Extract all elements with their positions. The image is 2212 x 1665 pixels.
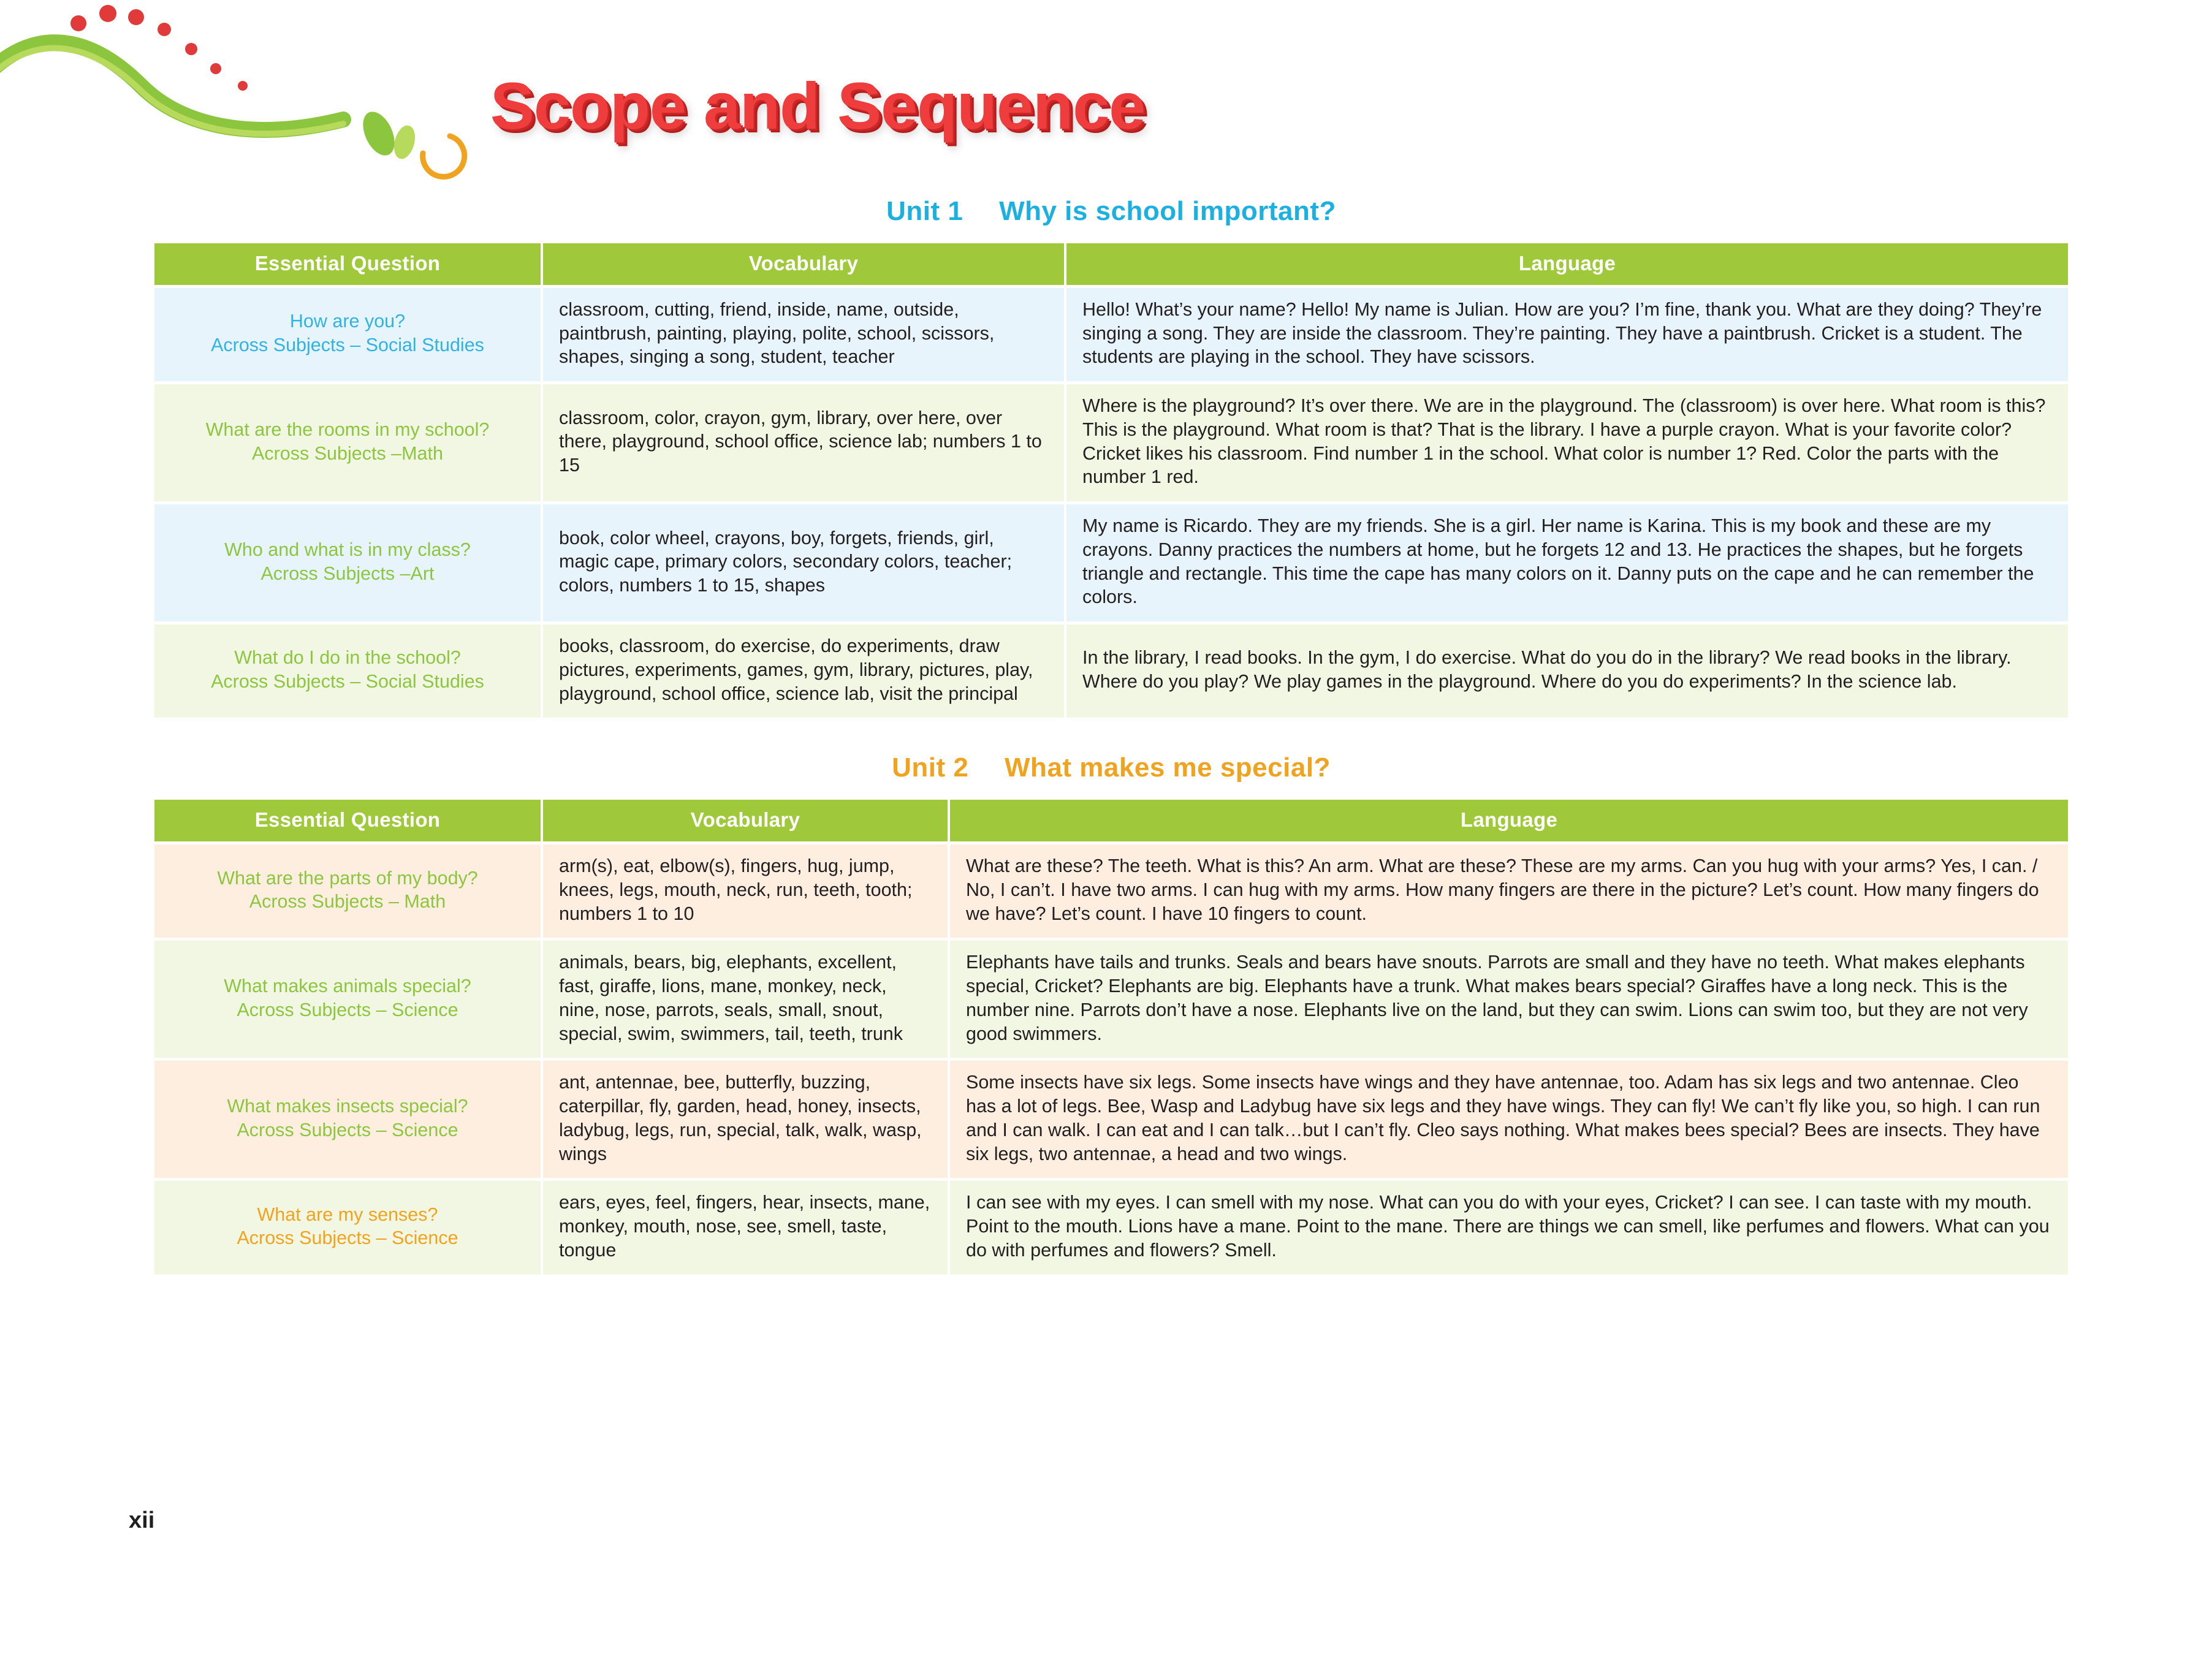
section-spacer (152, 721, 2070, 753)
table-row (154, 384, 2068, 501)
table-row (154, 504, 2068, 621)
language-cell: What are these? The teeth. What is this? An arm. What are these? These are my arms. Can you hug with your arms? Yes, I can. / No, I can’t. I have two arms. I can hug with my arms. How many fingers are there in the picture? Let’s count. How many fingers do we have? Let’s count. I have 10 fingers to count. (950, 844, 2068, 938)
column-header-language: Language (1066, 243, 2068, 285)
language-cell: I can see with my eyes. I can smell with my nose. What can you do with your eyes, Cricket? I can see. I can taste with my mouth. Point to the mouth. Lions have a mane. Point to the mane. There are things we can smell, like perfumes and flowers. What can you do with perfumes and flowers? Smell. (950, 1181, 2068, 1274)
column-header-essential-question: Essential Question (154, 800, 541, 841)
essential-question-cell: What do I do in the school? Across Subjects – Social Studies (154, 624, 541, 718)
table-row (154, 941, 2068, 1058)
page-number: xii (129, 1508, 155, 1533)
table-row (154, 1061, 2068, 1178)
vocabulary-cell: ears, eyes, feel, fingers, hear, insects, mane, monkey, mouth, nose, see, smell, taste, tongue (543, 1181, 948, 1274)
vocabulary-cell: ant, antennae, bee, butterfly, buzzing, caterpillar, fly, garden, head, honey, insects, ladybug, legs, run, special, talk, walk, wasp, wings (543, 1061, 948, 1178)
language-cell: Some insects have six legs. Some insects have wings and they have antennae, too. Adam has six legs and two antennae. Cleo has a lot of legs. Bee, Wasp and Ladybug have six legs and they have wings. They can fly! We can’t fly like you, so high. I can run and I can walk. I can eat and I can talk…but I can’t fly. Cleo says nothing. What makes bees special? Bees are insects. They have six legs, two antennae, a head and two wings. (950, 1061, 2068, 1178)
scope-and-sequence-content (152, 196, 2070, 1278)
table-header-row (154, 243, 2068, 285)
unit-1-number: Unit 1 (886, 196, 963, 226)
column-header-language: Language (950, 800, 2068, 841)
vocabulary-cell: books, classroom, do exercise, do experiments, draw pictures, experiments, games, gym, library, pictures, play, playground, school office, science lab, visit the principal (543, 624, 1064, 718)
table-row (154, 288, 2068, 381)
vine-decoration (0, 0, 503, 202)
unit-1-title: Why is school important? (999, 196, 1336, 226)
essential-question-cell: What makes animals special? Across Subjects – Science (154, 941, 541, 1058)
vocabulary-cell: arm(s), eat, elbow(s), fingers, hug, jump, knees, legs, mouth, neck, run, teeth, tooth; numbers 1 to 10 (543, 844, 948, 938)
vocabulary-cell: book, color wheel, crayons, boy, forgets, friends, girl, magic cape, primary colors, secondary colors, teacher; colors, numbers 1 to 15, shapes (543, 504, 1064, 621)
essential-question-cell: What are my senses? Across Subjects – Science (154, 1181, 541, 1274)
unit-1-heading (152, 196, 2070, 227)
column-header-essential-question: Essential Question (154, 243, 541, 285)
language-cell: My name is Ricardo. They are my friends. She is a girl. Her name is Karina. This is my book and these are my crayons. Danny practices the numbers at home, but he forgets 12 and 13. He practices the shapes, but he forgets triangle and rectangle. This time the cape has many colors on it. Danny puts on the cape and he can remember the colors. (1066, 504, 2068, 621)
unit-1-table (152, 240, 2070, 721)
column-header-vocabulary: Vocabulary (543, 800, 948, 841)
language-cell: Where is the playground? It’s over there. We are in the playground. The (classroom) is over here. What room is this? This is the playground. What room is that? That is the library. I have a purple crayon. What is your favorite color? Cricket likes his classroom. Find number 1 in the school. What color is number 1? Red. Color the parts with the number 1 red. (1066, 384, 2068, 501)
table-row (154, 1181, 2068, 1274)
essential-question-cell: What are the rooms in my school? Across Subjects –Math (154, 384, 541, 501)
language-cell: In the library, I read books. In the gym, I do exercise. What do you do in the library? We read books in the library. Where do you play? We play games in the playground. Where do you do experiments? In the science lab. (1066, 624, 2068, 718)
essential-question-cell: Who and what is in my class? Across Subjects –Art (154, 504, 541, 621)
essential-question-cell: How are you? Across Subjects – Social Studies (154, 288, 541, 381)
essential-question-cell: What are the parts of my body? Across Subjects – Math (154, 844, 541, 938)
vocabulary-cell: classroom, color, crayon, gym, library, over here, over there, playground, school office, science lab; numbers 1 to 15 (543, 384, 1064, 501)
language-cell: Hello! What’s your name? Hello! My name is Julian. How are you? I’m fine, thank you. What are they doing? They’re singing a song. They are inside the classroom. They’re painting. They have a paintbrush. Cricket is a student. The students are playing in the school. They have scissors. (1066, 288, 2068, 381)
unit-2-heading (152, 753, 2070, 783)
language-cell: Elephants have tails and trunks. Seals and bears have snouts. Parrots are small and they have no teeth. What makes elephants special, Cricket? Elephants are big. Elephants have a trunk. What makes bears special? Giraffes have a long neck. This is the number nine. Parrots don’t have a nose. Elephants live on the land, but they can swim. Lions can swim too, but they are not very good swimmers. (950, 941, 2068, 1058)
page-title: Scope and Sequence (490, 69, 1146, 143)
table-row (154, 844, 2068, 938)
column-header-vocabulary: Vocabulary (543, 243, 1064, 285)
unit-2-number: Unit 2 (892, 753, 969, 783)
table-header-row (154, 800, 2068, 841)
vocabulary-cell: classroom, cutting, friend, inside, name, outside, paintbrush, painting, playing, polite, school, scissors, shapes, singing a song, student, teacher (543, 288, 1064, 381)
vocabulary-cell: animals, bears, big, elephants, excellent, fast, giraffe, lions, mane, monkey, neck, nine, nose, parrots, seals, small, snout, special, swim, swimmers, tail, teeth, trunk (543, 941, 948, 1058)
essential-question-cell: What makes insects special? Across Subjects – Science (154, 1061, 541, 1178)
unit-2-table (152, 797, 2070, 1277)
table-row (154, 624, 2068, 718)
unit-2-title: What makes me special? (1005, 753, 1331, 783)
